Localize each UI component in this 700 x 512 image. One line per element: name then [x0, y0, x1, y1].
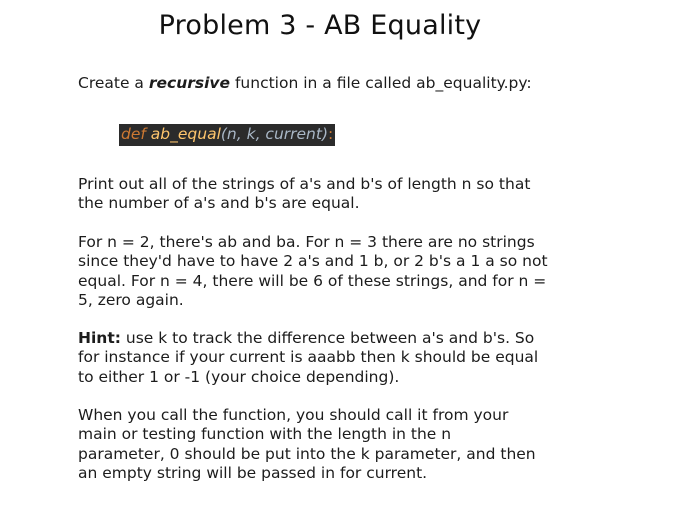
text-line: for instance if your current is aaabb then k should be equal — [78, 348, 539, 367]
text-line: since they'd have to have 2 a's and 1 b, or 2 b's a 1 a so not — [78, 252, 548, 271]
text-line: the number of a's and b's are equal. — [78, 194, 360, 213]
intro-after: function in a file called ab_equality.py: — [230, 74, 532, 92]
text-line: When you call the function, you should call it from your — [78, 406, 509, 424]
text-line: For n = 2, there's ab and ba. For n = 3 there are no strings — [78, 233, 535, 251]
text-line: Print out all of the strings of a's and b's of length n so that — [78, 175, 531, 193]
code-signature — [119, 124, 335, 146]
intro-emphasis: recursive — [148, 74, 231, 92]
paragraph-examples — [78, 233, 568, 311]
text-line: to either 1 or -1 (your choice depending). — [78, 367, 400, 386]
paragraph-calling — [78, 406, 568, 484]
hint-text: use k to track the difference between a's and b's. So — [120, 329, 535, 347]
text-line: parameter, 0 should be put into the k parameter, and then — [78, 444, 536, 463]
text-line: equal. For n = 4, there will be 6 of these strings, and for n = — [78, 271, 547, 290]
text-line — [78, 329, 568, 348]
text-line: 5, zero again. — [78, 291, 184, 310]
hint-label: Hint: — [78, 329, 121, 347]
code-parameters: (n, k, current) — [220, 125, 329, 143]
slide-title: Problem 3 - AB Equality — [158, 10, 482, 41]
code-colon: : — [328, 125, 334, 143]
text-line: an empty string will be passed in for current. — [78, 464, 428, 483]
code-function-name: ab_equal — [150, 125, 221, 143]
code-keyword: def — [121, 125, 146, 143]
paragraph-hint — [78, 329, 568, 387]
intro-text — [78, 74, 532, 92]
paragraph-description — [78, 175, 568, 214]
intro-before: Create a — [78, 74, 149, 92]
text-line: main or testing function with the length in the n — [78, 425, 452, 444]
